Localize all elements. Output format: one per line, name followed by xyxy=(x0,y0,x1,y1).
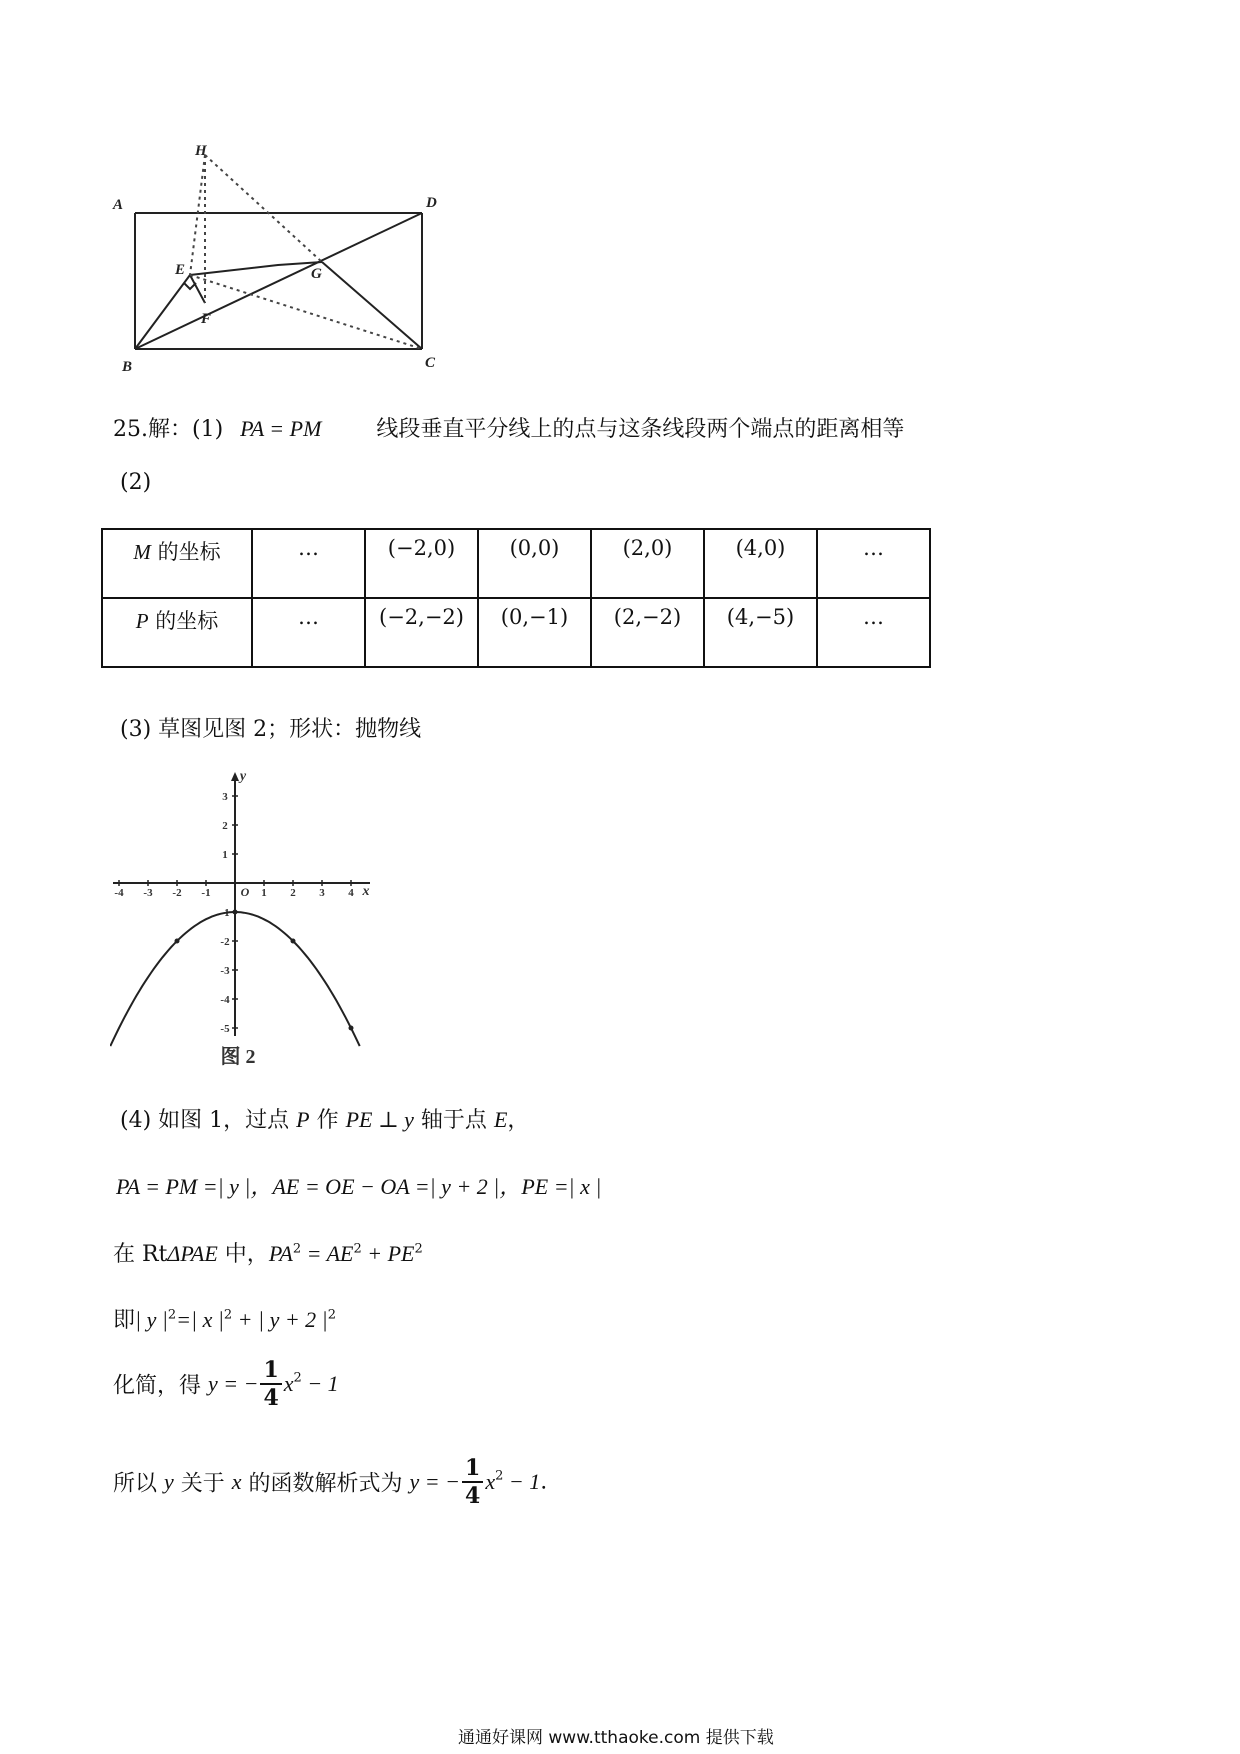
dotted-H-G xyxy=(205,155,322,262)
part4-intro: (4) 如图 1，过点 P 作 PE ⊥ y 轴于点 E， xyxy=(120,1107,530,1133)
segment-BD xyxy=(135,213,422,349)
coordinate-table xyxy=(101,528,931,668)
x-tick-label: -2 xyxy=(172,887,182,899)
segment-B-E-F xyxy=(135,275,205,349)
y-tick-label: -1 xyxy=(220,907,230,919)
y-tick-label: -5 xyxy=(220,1023,230,1035)
table-cell: (4,0) xyxy=(704,529,817,598)
parabola-figure xyxy=(110,768,390,1078)
part3-text: (3) 草图见图 2；形状：抛物线 xyxy=(120,717,422,742)
parabola-point xyxy=(349,1026,354,1031)
parabola-point xyxy=(175,939,180,944)
x-tick-label: 3 xyxy=(319,887,325,899)
geometry-figure xyxy=(110,145,450,385)
label-G: G xyxy=(311,266,322,282)
part4-simplify: 化简，得 y = − $\frac{1}{4}$ $x^2 - 1$ xyxy=(113,1357,339,1411)
label-D: D xyxy=(426,195,437,211)
table-cell: (2,0) xyxy=(591,529,704,598)
x-tick-label: 2 xyxy=(290,887,296,899)
table-cell: … xyxy=(252,529,365,598)
y-tick-label: 2 xyxy=(222,820,228,832)
label-E: E xyxy=(175,262,186,278)
table-cell: (2,−2) xyxy=(591,598,704,667)
parabola-point xyxy=(233,910,238,915)
segment-E-G xyxy=(190,262,322,275)
part4-conclusion: 所以 y 关于 x 的函数解析式为 y = − $\frac{1}{4}$ $x^2 - 1$. xyxy=(113,1455,548,1509)
q25-part1 xyxy=(113,412,904,443)
row-head-P: P 的坐标 xyxy=(102,598,252,667)
table-cell: (−2,−2) xyxy=(365,598,478,667)
y-tick-label: 3 xyxy=(222,791,228,803)
segment-G-C xyxy=(322,262,422,349)
q25-formula: PA = PM xyxy=(240,416,322,441)
label-F: F xyxy=(201,311,212,327)
q25-reason: 线段垂直平分线上的点与这条线段两个端点的距离相等 xyxy=(376,417,905,442)
y-tick-label: 1 xyxy=(222,849,228,861)
table-cell: (0,0) xyxy=(478,529,591,598)
footer-text: 通通好课网 www.tthaoke.com 提供下载 xyxy=(458,1728,774,1748)
origin-label: O xyxy=(240,885,250,899)
label-C: C xyxy=(425,355,436,371)
table-row-P xyxy=(102,598,930,667)
dotted-E-C xyxy=(190,275,422,349)
label-A: A xyxy=(113,197,124,213)
table-cell: … xyxy=(817,529,930,598)
label-H: H xyxy=(195,145,207,159)
figure2-caption: 图 2 xyxy=(220,1046,256,1068)
table-row-M xyxy=(102,529,930,598)
table-cell: … xyxy=(252,598,365,667)
table-cell: … xyxy=(817,598,930,667)
y-axis-label: y xyxy=(239,769,247,784)
table-cell: (0,−1) xyxy=(478,598,591,667)
q25-prefix: 25.解：(1) xyxy=(113,417,224,442)
table-cell: (−2,0) xyxy=(365,529,478,598)
x-tick-label: 4 xyxy=(348,887,354,899)
y-tick-label: -4 xyxy=(220,994,230,1006)
y-axis-arrow xyxy=(231,772,239,781)
row-head-M: M 的坐标 xyxy=(102,529,252,598)
right-angle-mark xyxy=(184,283,196,289)
x-tick-label: -1 xyxy=(201,887,211,899)
x-tick-label: 1 xyxy=(261,887,267,899)
part4-eq1: PA = PM =| y |，AE = OE − OA =| y + 2 |，PE =| x | xyxy=(116,1174,602,1199)
label-B: B xyxy=(122,359,133,375)
fraction-one-quarter-2: $\frac{1}{4}$ xyxy=(462,1455,483,1509)
y-tick-label: -3 xyxy=(220,965,230,977)
y-tick-label: -2 xyxy=(220,936,230,948)
table-cell: (4,−5) xyxy=(704,598,817,667)
part4-pythagoras: 在 RtΔPAE 中，$PA^2 = AE^2 + PE^2$ xyxy=(113,1241,423,1267)
fraction-one-quarter: $\frac{1}{4}$ xyxy=(260,1357,281,1411)
q25-part2-label: (2) xyxy=(120,470,152,495)
dotted-H-E xyxy=(190,155,205,275)
part4-ji: 即| y $|^2=|$ x $|^2$ + | y + 2 $|^2$ xyxy=(113,1307,337,1333)
x-tick-label: -3 xyxy=(143,887,153,899)
x-axis-label: x xyxy=(362,884,370,899)
x-tick-label: -4 xyxy=(114,887,124,899)
parabola-point xyxy=(291,939,296,944)
